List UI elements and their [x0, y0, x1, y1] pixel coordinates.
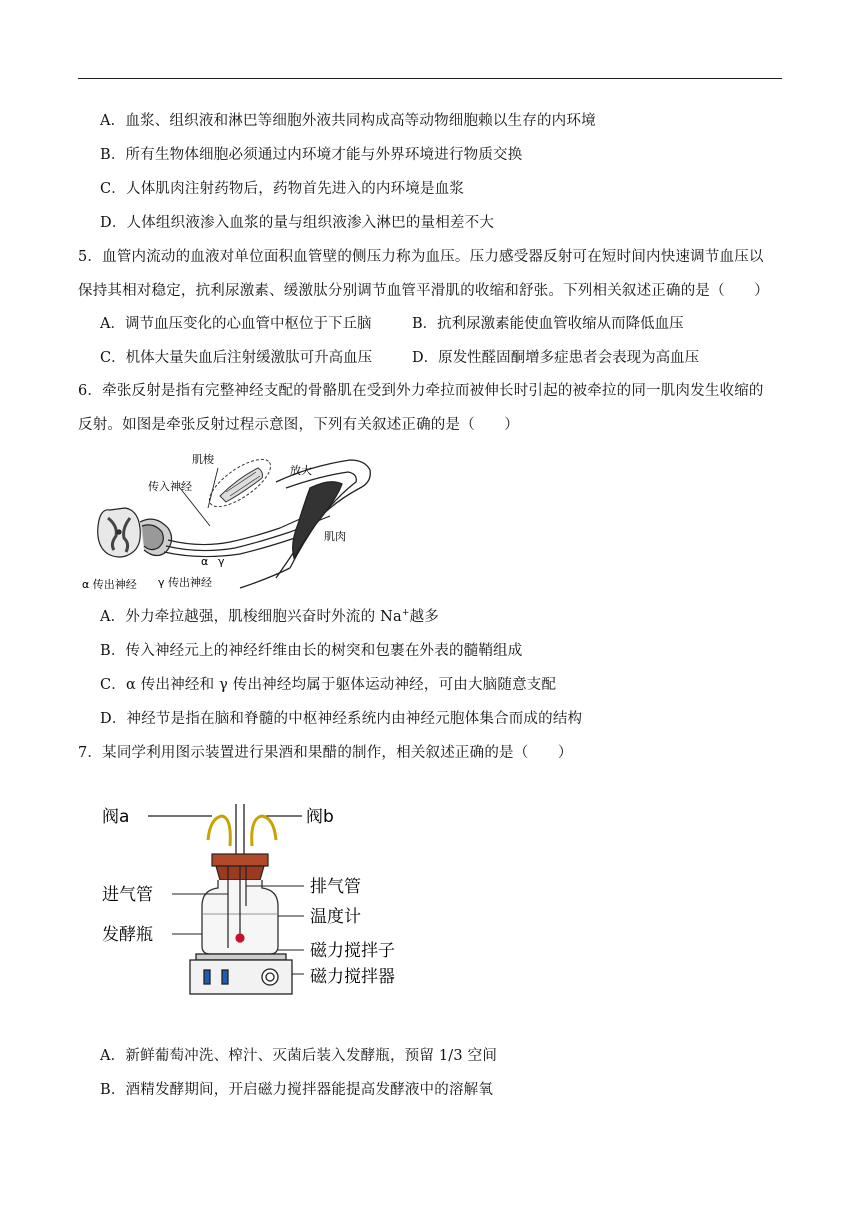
- label-spindle: 肌梭: [192, 453, 214, 466]
- q5-option-a: A．调节血压变化的心血管中枢位于下丘脑: [100, 316, 372, 332]
- label-thermometer: 温度计: [310, 907, 361, 927]
- label-exhaust: 排气管: [310, 877, 361, 897]
- label-stirrer: 磁力搅拌器: [310, 967, 395, 987]
- q6-option-a-superscript: +: [401, 608, 410, 619]
- q6-option-b: B．传入神经元上的神经纤维由长的树突和包裹在外表的髓鞘组成: [100, 643, 523, 659]
- label-gamma-efferent: γ 传出神经: [158, 576, 213, 589]
- q7-option-b: B．酒精发酵期间，开启磁力搅拌器能提高发酵液中的溶解氧: [100, 1082, 494, 1098]
- q7-stem: 7．某同学利用图示装置进行果酒和果醋的制作，相关叙述正确的是（ ）: [78, 745, 573, 761]
- header-rule: [78, 78, 782, 79]
- label-bottle: 发酵瓶: [102, 925, 153, 945]
- label-alpha: α: [201, 555, 209, 568]
- q6-option-a-text: A．外力牵拉越强，肌梭细胞兴奋时外流的 Na: [100, 609, 402, 625]
- q7-option-a: A．新鲜葡萄冲洗、榨汁、灭菌后装入发酵瓶，预留 1/3 空间: [100, 1048, 498, 1064]
- label-muscle: 肌肉: [324, 530, 346, 543]
- q4-option-a: A．血浆、组织液和淋巴等细胞外液共同构成高等动物细胞赖以生存的内环境: [100, 113, 596, 129]
- q6-option-a-tail: 越多: [409, 609, 439, 625]
- magnetic-stirrer-base: [190, 954, 292, 994]
- q6-option-c: C．α 传出神经和 γ 传出神经均属于躯体运动神经，可由大脑随意支配: [100, 677, 557, 693]
- q4-option-c: C．人体肌肉注射药物后，药物首先进入的内环境是血浆: [100, 181, 465, 197]
- label-inlet: 进气管: [102, 885, 153, 905]
- q6-stem-line1: 6．牵张反射是指有完整神经支配的骨骼肌在受到外力牵拉而被伸长时引起的被牵拉的同一肌肉发生收缩的: [78, 383, 764, 399]
- fermentation-apparatus-figure: [96, 796, 426, 1000]
- spinal-cord-section: [98, 508, 172, 557]
- label-valve-b: 阀b: [306, 807, 334, 827]
- label-magnify: 放大: [290, 464, 312, 477]
- q5-stem-line1: 5．血管内流动的血液对单位面积血管壁的侧压力称为血压。压力感受器反射可在短时间内快速调节血压以: [78, 249, 764, 265]
- q6-stem-line2: 反射。如图是牵张反射过程示意图，下列有关叙述正确的是（ ）: [78, 417, 519, 433]
- q5-option-b: B．抗利尿激素能使血管收缩从而降低血压: [412, 316, 684, 332]
- valve-tubes: [148, 804, 302, 856]
- stretch-reflex-figure: [80, 448, 380, 593]
- q5-option-d: D．原发性醛固酮增多症患者会表现为高血压: [412, 350, 700, 366]
- q4-option-b: B．所有生物体细胞必须通过内环境才能与外界环境进行物质交换: [100, 147, 523, 163]
- q5-stem-line2: 保持其相对稳定，抗利尿激素、缓激肽分别调节血管平滑肌的收缩和舒张。下列相关叙述正确的是（ ）: [78, 283, 769, 299]
- label-gamma: γ: [218, 555, 225, 568]
- q6-option-a: [100, 607, 439, 627]
- label-alpha-efferent: α 传出神经: [82, 578, 137, 591]
- label-afferent: 传入神经: [148, 480, 192, 493]
- q5-option-c: C．机体大量失血后注射缓激肽可升高血压: [100, 350, 373, 366]
- label-stir-bar: 磁力搅拌子: [310, 941, 395, 961]
- label-valve-a: 阀a: [102, 807, 130, 827]
- q6-option-d: D．神经节是指在脑和脊髓的中枢神经系统内由神经元胞体集合而成的结构: [100, 711, 583, 727]
- q4-option-d: D．人体组织液渗入血浆的量与组织液渗入淋巴的量相差不大: [100, 215, 495, 231]
